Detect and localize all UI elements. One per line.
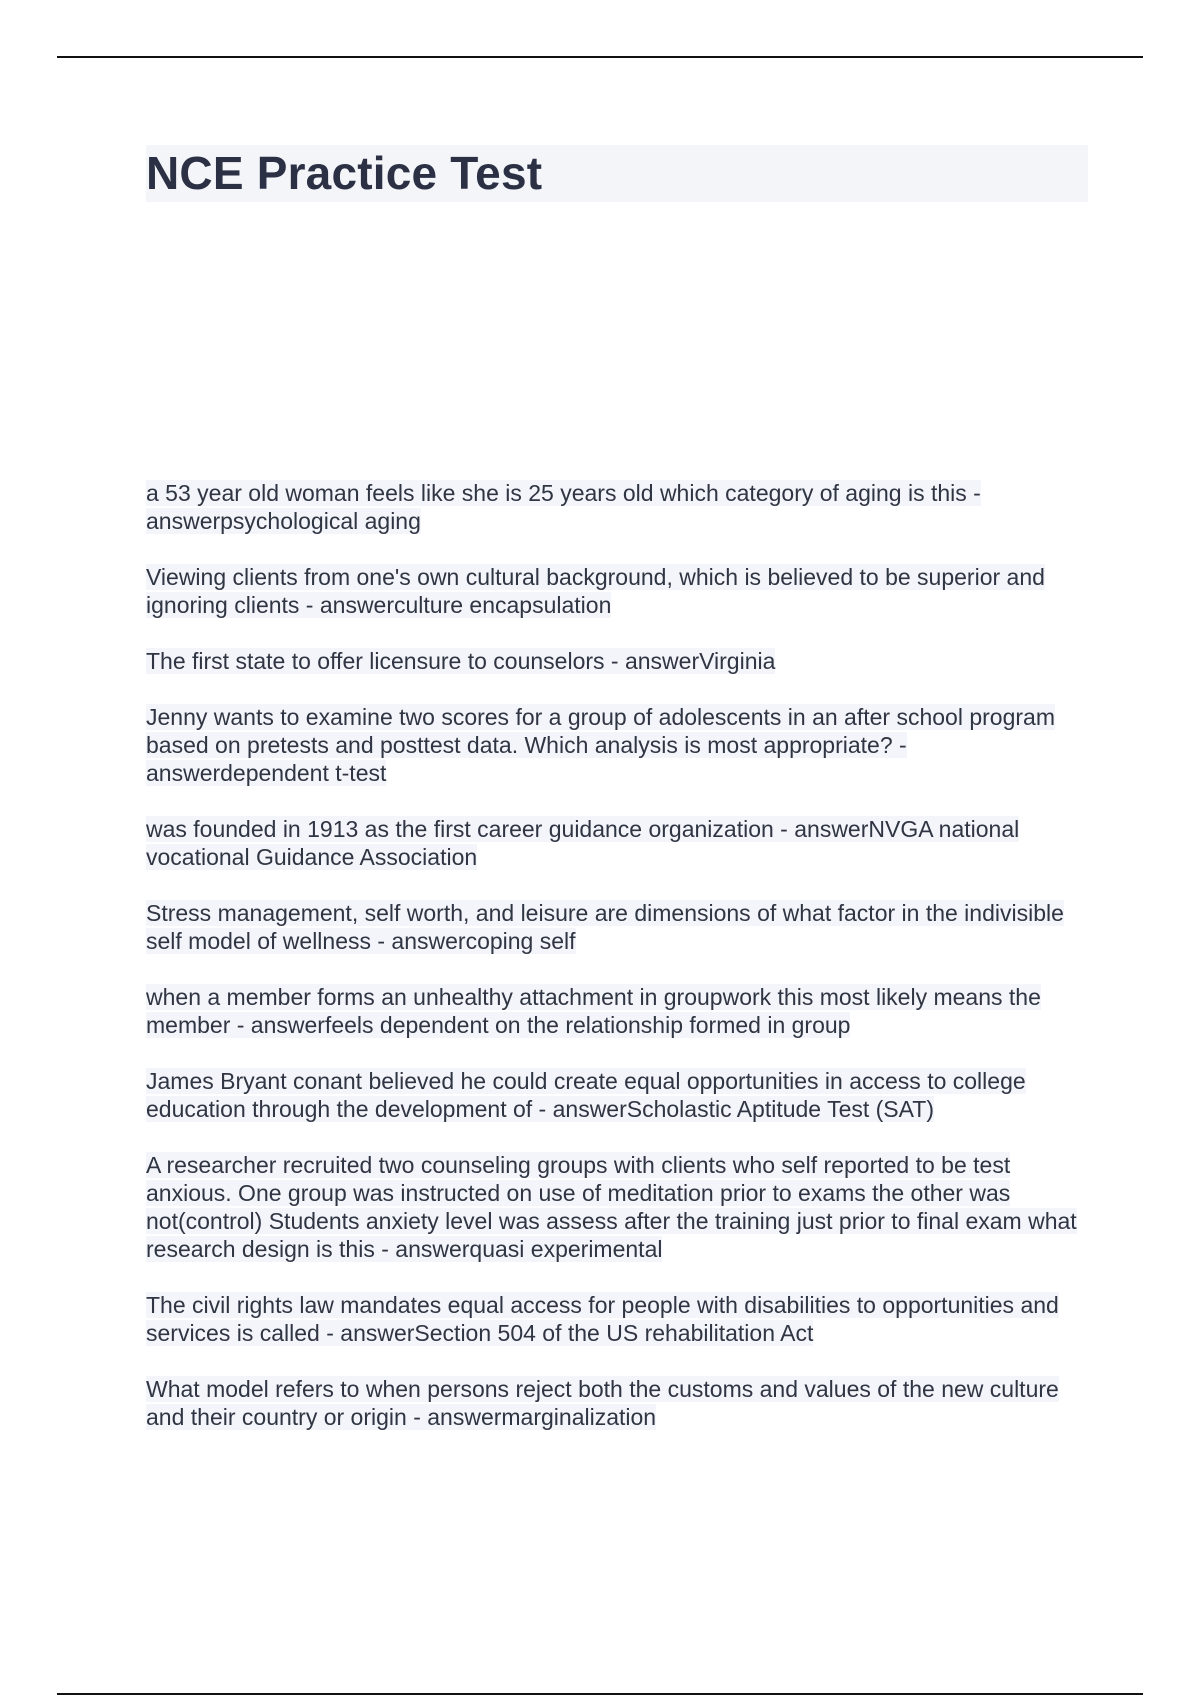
qa-text: a 53 year old woman feels like she is 25 years old which category of aging is this - answerpsychological aging — [146, 480, 981, 534]
qa-text: Jenny wants to examine two scores for a group of adolescents in an after school program based on pretests and posttest data. Which analysis is most appropriate? - answerdependent t-test — [146, 704, 1055, 786]
title-block — [146, 145, 1088, 202]
top-rule — [57, 56, 1143, 58]
qa-text: was founded in 1913 as the first career guidance organization - answerNVGA national vocational Guidance Association — [146, 816, 1020, 870]
qa-item — [146, 983, 1091, 1039]
bottom-rule — [57, 1693, 1143, 1695]
page-title: NCE Practice Test — [146, 147, 543, 199]
qa-text: A researcher recruited two counseling groups with clients who self reported to be test anxious. One group was instructed on use of meditation prior to exams the other was not(control) Students anxiety level was assess after the training just prior to final exam what research design is this - answerquasi experimental — [146, 1152, 1077, 1262]
qa-list — [146, 479, 1091, 1459]
qa-item — [146, 563, 1091, 619]
qa-item — [146, 479, 1091, 535]
qa-text: What model refers to when persons reject both the customs and values of the new culture and their country or origin - answermarginalization — [146, 1376, 1059, 1430]
qa-text: James Bryant conant believed he could create equal opportunities in access to college education through the development of - answerScholastic Aptitude Test (SAT) — [146, 1068, 1026, 1122]
qa-text: Stress management, self worth, and leisure are dimensions of what factor in the indivisible self model of wellness - answercoping self — [146, 900, 1064, 954]
qa-item — [146, 1375, 1091, 1431]
qa-item — [146, 647, 1091, 675]
qa-item — [146, 1151, 1091, 1263]
qa-text: The first state to offer licensure to counselors - answerVirginia — [146, 648, 776, 674]
qa-item — [146, 899, 1091, 955]
qa-text: The civil rights law mandates equal access for people with disabilities to opportunities and services is called - answerSection 504 of the US rehabilitation Act — [146, 1292, 1059, 1346]
qa-text: Viewing clients from one's own cultural background, which is believed to be superior and ignoring clients - answerculture encapsulation — [146, 564, 1045, 618]
qa-item — [146, 815, 1091, 871]
qa-text: when a member forms an unhealthy attachment in groupwork this most likely means the member - answerfeels dependent on the relationship formed in group — [146, 984, 1041, 1038]
qa-item — [146, 1291, 1091, 1347]
qa-item — [146, 1067, 1091, 1123]
qa-item — [146, 703, 1091, 787]
